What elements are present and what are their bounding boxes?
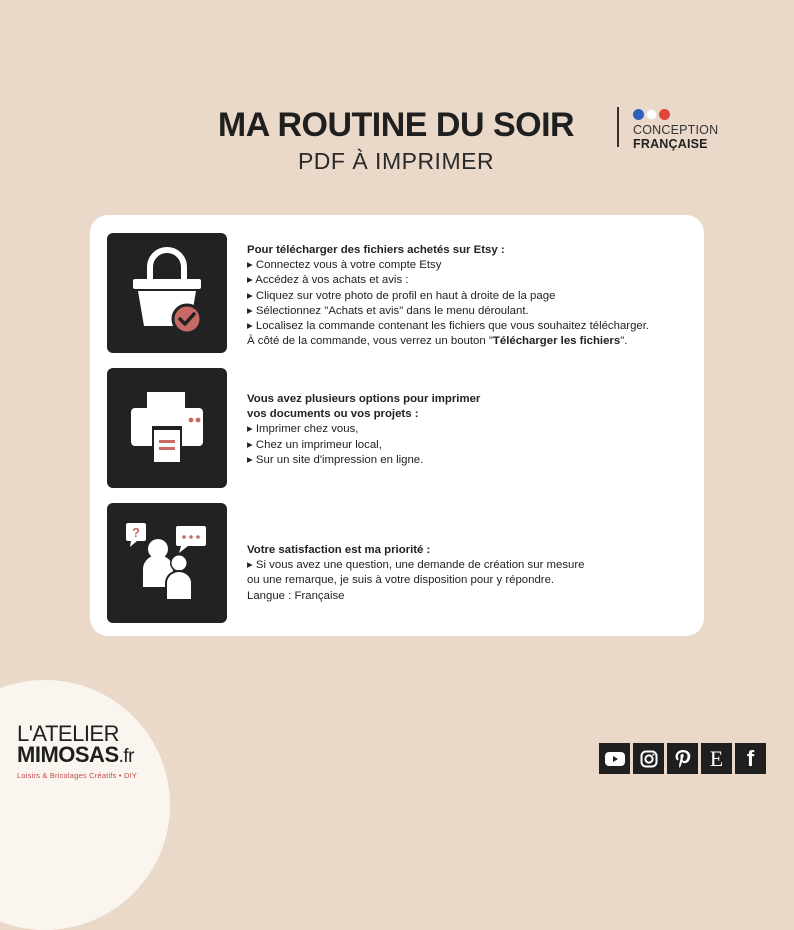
print-options-text (247, 392, 480, 468)
text-line: ou une remarque, je suis à votre disposition pour y répondre. (247, 574, 555, 587)
list-item-final: À côté de la commande, vous verrez un bouton "Télécharger les fichiers". (247, 335, 628, 348)
section2-heading: Vous avez plusieurs options pour imprimer (247, 393, 481, 405)
badge-line2: FRANÇAISE (633, 137, 708, 151)
list-item: ▸ Sélectionnez "Achats et avis" dans le menu déroulant. (247, 304, 529, 317)
social-links (599, 743, 766, 774)
info-card (90, 215, 704, 636)
printer-tile (107, 368, 227, 488)
support-tile (107, 503, 227, 623)
list-item: ▸ Imprimer chez vous, (247, 423, 359, 436)
shopping-basket-check-icon (107, 233, 227, 353)
text-line: ▸ Si vous avez une question, une demande de création sur mesure (247, 559, 585, 572)
printer-icon (107, 368, 227, 488)
brand-tagline: Loisirs & Bricolages Créatifs • DIY (17, 771, 138, 780)
section3-heading: Votre satisfaction est ma priorité : (247, 544, 431, 556)
brand-line1: L'ATELIER (17, 721, 119, 746)
page-subtitle: PDF À IMPRIMER (297, 148, 495, 174)
list-item: ▸ Cliquez sur votre photo de profil en haut à droite de la page (247, 289, 556, 302)
list-item: ▸ Connectez vous à votre compte Etsy (247, 259, 442, 272)
list-item: ▸ Sur un site d'impression en ligne. (247, 453, 424, 466)
logo-corner (0, 680, 170, 930)
text-line: Langue : Française (247, 589, 345, 602)
conception-francaise-badge (617, 107, 719, 151)
etsy-icon[interactable]: E (701, 743, 732, 774)
download-files-label: Télécharger les fichiers (492, 335, 621, 348)
french-flag-dots-icon (633, 109, 718, 120)
brand-line2: MIMOSAS.fr (17, 742, 135, 767)
satisfaction-text (247, 543, 585, 604)
red-dot (659, 109, 670, 120)
instagram-icon[interactable] (633, 743, 664, 774)
blue-dot (633, 109, 644, 120)
white-dot (646, 109, 657, 120)
etsy-download-text (247, 243, 649, 349)
list-item: ▸ Localisez la commande contenant les fichiers que vous souhaitez télécharger. (247, 320, 650, 333)
youtube-icon[interactable] (599, 743, 630, 774)
facebook-icon[interactable]: f (735, 743, 766, 774)
list-item: ▸ Chez un imprimeur local, (247, 438, 382, 451)
list-item: ▸ Accédez à vos achats et avis : (247, 274, 409, 287)
people-chat-icon (107, 503, 227, 623)
brand-logo[interactable] (17, 721, 138, 780)
section2-heading-line2: vos documents ou vos projets : (247, 408, 419, 421)
page-title: MA ROUTINE DU SOIR (217, 106, 575, 144)
basket-tile (107, 233, 227, 353)
svg-text:?: ? (132, 525, 140, 540)
section1-heading: Pour télécharger des fichiers achetés sur Etsy : (247, 244, 505, 256)
badge-line1: CONCEPTION (633, 123, 719, 137)
pinterest-icon[interactable] (667, 743, 698, 774)
